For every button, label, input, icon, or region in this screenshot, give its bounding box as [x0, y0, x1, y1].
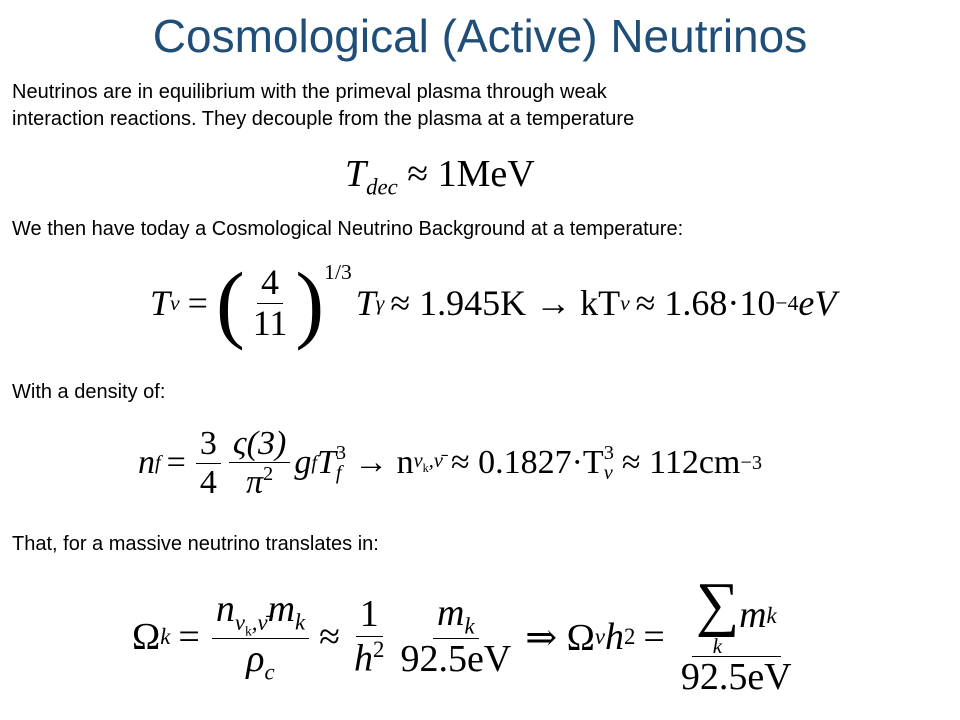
eq4-fraction-n-rho — [212, 589, 309, 685]
eq2-tgamma: T — [355, 283, 376, 323]
eq3-tf-sub: f — [335, 462, 342, 484]
eq4-omega-nu-sub: ν — [594, 624, 605, 649]
equation-omega: Ω k = $\frac{n_{\nu_k,\nū}m_k}{\rho_c}$ ≈ $\frac{1}{h^2}$ $\frac{m_k}{92.5eV}$ ⇒ Ω ν h 2 = ∑ k m k 92.5eV — [132, 572, 800, 702]
eq2-approx1: ≈ 1.945K → kT — [390, 283, 621, 323]
eq1-lhs-sub: dec — [366, 174, 398, 200]
eq3-n-sub: ν — [413, 449, 423, 472]
massive-text: That, for a massive neutrino translates in: — [12, 533, 379, 555]
eq4-sum-m: m — [739, 593, 767, 636]
eq3-zeta-den: π — [245, 463, 263, 501]
eq2-exp: −4 — [775, 290, 799, 315]
eq3-tf: T — [316, 444, 336, 481]
eq4-approx: ≈ — [319, 616, 341, 658]
eq2-fraction — [249, 263, 292, 343]
eq4-num-n-subsub: k — [244, 623, 252, 639]
eq2-close-paren: ) — [295, 255, 325, 351]
eq4-lhs-sub: k — [160, 624, 171, 649]
eq4-h: h — [354, 637, 374, 680]
eq4-one: 1 — [356, 594, 383, 637]
eq2-lhs-sub: ν — [170, 290, 180, 315]
eq4-num-m-sub: k — [295, 609, 306, 635]
eq4-den-val: 92.5eV — [400, 638, 512, 681]
eq2-nu-sub: ν — [620, 290, 630, 315]
eq4-h2-sup: 2 — [623, 624, 636, 649]
eq3-n-sub-bar: ,ν̄ — [428, 449, 443, 472]
eq2-tgamma-sub: γ — [375, 290, 385, 315]
eq4-sum-sub: k — [712, 633, 723, 658]
eq2-open-paren: ( — [215, 255, 245, 351]
equation-neutrino-temperature: T ν = ( $\frac{4}{11}$ ) $^{1/3}$ T γ ≈ 1.945K → kT ν ≈ 1.68·10 −4 eV — [150, 255, 837, 351]
eq3-exp: −3 — [740, 451, 763, 474]
eq4-h-sup: 2 — [373, 636, 385, 662]
eq1-rhs: ≈ 1MeV — [407, 153, 535, 195]
eq3-pi-sup: 2 — [263, 463, 274, 486]
eq4-implies: ⇒ Ω — [525, 616, 595, 659]
eq3-fraction-zeta — [229, 425, 290, 501]
eq2-approx2: ≈ 1.68·10 — [635, 283, 776, 323]
eq2-unit: eV — [798, 283, 837, 323]
eq3-tf-sup: 3 — [335, 441, 347, 464]
eq4-m-sub: k — [464, 613, 475, 639]
eq4-h2: h — [604, 616, 624, 658]
eq3-approx1: ≈ 0.1827·T — [450, 444, 604, 481]
eq4-m: m — [437, 591, 465, 634]
eq3-n-sub-k: k — [422, 461, 429, 476]
eq3-approx2: ≈ 112cm — [621, 444, 741, 481]
intro-text-line-2: interaction reactions. They decouple from the plasma at a temperature — [12, 108, 635, 130]
eq4-fraction-m-den — [396, 593, 515, 681]
eq3-frac-num: 3 — [196, 425, 221, 463]
eq4-den-rho-sub: c — [264, 659, 275, 685]
eq4-num-n: n — [215, 588, 235, 631]
eq2-frac-num: 4 — [257, 263, 283, 304]
eq3-g-sub: f — [311, 451, 317, 474]
eq4-num-m: m — [267, 588, 296, 631]
equation-neutrino-density: n f = $\frac{3}{4}$ $\frac{\varsigma(3)}{\pi^2}$ g f T 3 f → n $\nu_k,\nū$ ≈ 0.1827·T 3 ν ≈ 112cm −3 — [138, 424, 763, 501]
eq3-lhs: n — [138, 444, 155, 481]
eq2-lhs: T — [150, 283, 171, 323]
eq4-num-n-sub: ν — [234, 609, 245, 635]
eq3-fraction-3-4 — [196, 425, 221, 501]
eq3-g: g — [294, 444, 312, 481]
eq4-fraction-one-h2 — [350, 594, 388, 680]
eq3-tnu-sub: ν — [603, 462, 613, 484]
eq3-lhs-sub: f — [155, 451, 161, 474]
eq4-lhs: Ω — [132, 616, 161, 658]
eq4-fraction-sum — [677, 570, 796, 700]
eq3-tnu-sup: 3 — [603, 441, 614, 464]
eq4-num-n-bar: ,ν̄ — [251, 609, 268, 635]
eq3-zeta-num: ς(3) — [232, 424, 287, 462]
eq3-frac-den: 4 — [199, 463, 217, 501]
intro-text-line-1: Neutrinos are in equilibrium with the primeval plasma through weak — [12, 81, 607, 103]
eq4-sum-m-sub: k — [766, 603, 777, 629]
background-text: We then have today a Cosmological Neutrino Background at a temperature: — [12, 218, 684, 240]
equation-decoupling-temperature — [345, 152, 535, 201]
slide-title: Cosmological (Active) Neutrinos — [152, 10, 808, 62]
eq1-lhs: T — [345, 153, 367, 195]
eq4-sum-symbol: ∑ — [695, 570, 740, 638]
eq4-sum-den: 92.5eV — [680, 656, 792, 699]
eq2-frac-den: 11 — [252, 302, 288, 343]
eq2-power: 1/3 — [324, 260, 352, 284]
eq3-arrow: → n — [354, 444, 414, 481]
eq4-den-rho: ρ — [246, 638, 265, 681]
density-text: With a density of: — [12, 381, 166, 403]
